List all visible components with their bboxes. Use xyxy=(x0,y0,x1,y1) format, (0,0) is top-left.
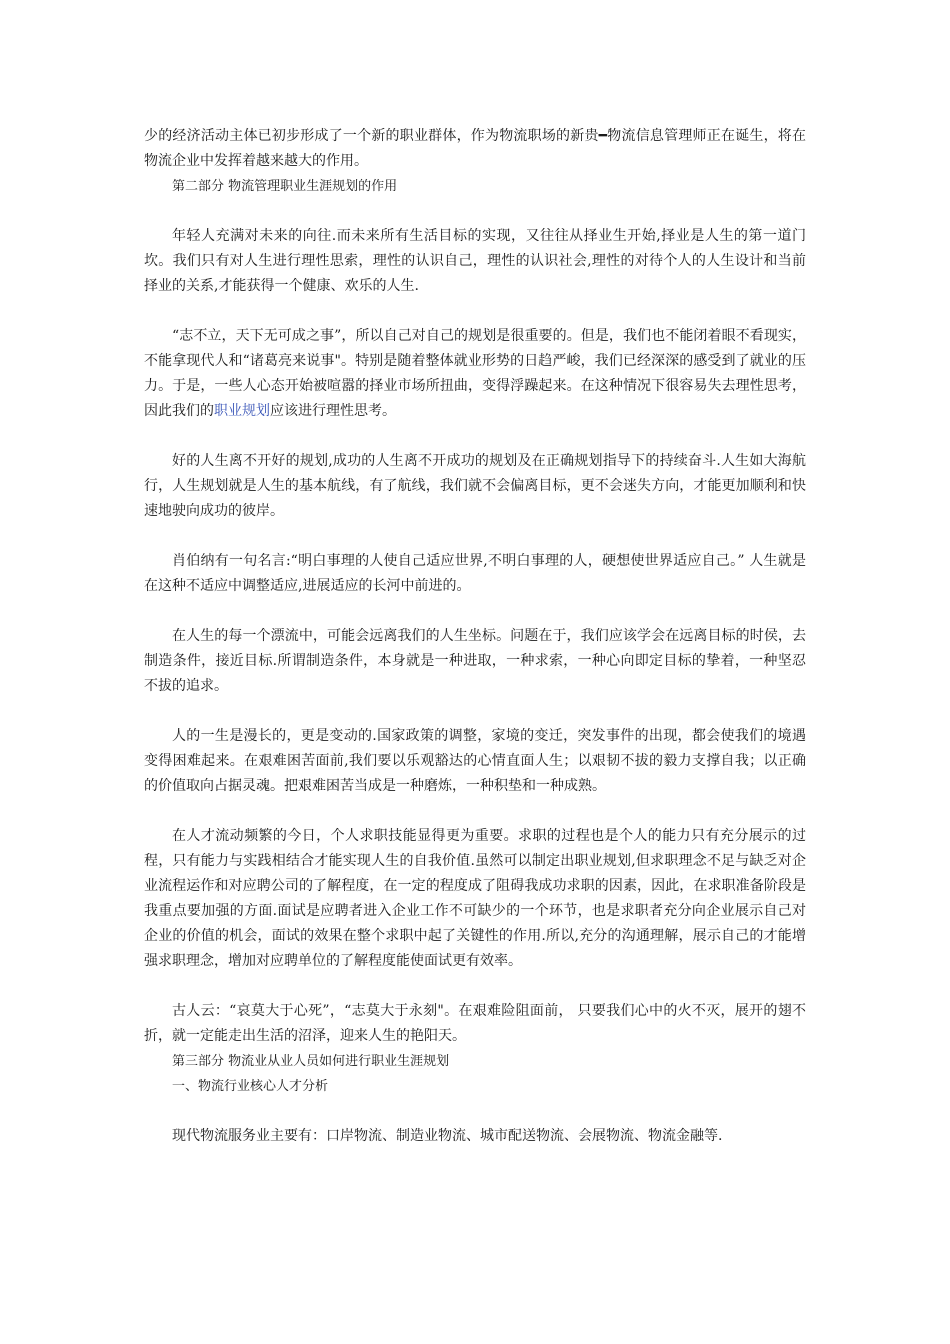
subsection-heading-core-talent: 一、物流行业核心人才分析 xyxy=(172,1079,329,1094)
paragraph-youth-future: 年轻人充满对未来的向往.而未来所有生活目标的实现，又往往从择业生开始,择业是人生的第一道门坎。我们只有对人生进行理性思索，理性的认识自己，理性的认识社会,理性的对待个人的人生设计和当前择业的关系,才能获得一个健康、欢乐的人生. xyxy=(144,228,806,294)
paragraph-ambition-text: “志不立，天下无可成之事”，所以自己对自己的规划是很重要的。但是，我们也不能闭着眼不看现实，不能拿现代人和“诸葛亮来说事"。特别是随着整体就业形势的日趋严峻，我们已经深深的感受到了就业的压力。于是，一些人心态开始被喧嚣的择业市场所扭曲，变得浮躁起来。在这种情况下很容易失去理性思考，因此我们的 xyxy=(144,328,806,419)
paragraph-ambition xyxy=(144,324,806,424)
paragraph-good-life-planning: 好的人生离不开好的规划,成功的人生离不开成功的规划及在正确规划指导下的持续奋斗.人生如大海航行，人生规划就是人生的基本航线，有了航线，我们就不会偏离目标，更不会迷失方向，才能更加顺利和快速地驶向成功的彼岸。 xyxy=(144,453,806,519)
paragraph-ancient-saying: 古人云：“哀莫大于心死”，“志莫大于永刻"。在艰难险阻面前， 只要我们心中的火不灭，展开的翅不折，就一定能走出生活的沼泽，迎来人生的艳阳天。 xyxy=(144,1003,806,1044)
document-page xyxy=(144,124,806,1149)
section-heading-part-three: 第三部分 物流业从业人员如何进行职业生涯规划 xyxy=(172,1054,450,1069)
paragraph-life-changes: 人的一生是漫长的，更是变动的.国家政策的调整，家境的变迁，突发事件的出现，都会使我们的境遇变得困难起来。在艰难困苦面前,我们要以乐观豁达的心情直面人生；以艰韧不拔的毅力支撑自我；以正确的价值取向占据灵魂。把艰难困苦当成是一种磨炼，一种积垫和一种成熟。 xyxy=(144,728,806,794)
paragraph-life-drift: 在人生的每一个漂流中，可能会远离我们的人生坐标。问题在于，我们应该学会在远离目标的时侯，去制造条件，接近目标.所谓制造条件，本身就是一种进取，一种求索，一种心向即定目标的挚着，一种坚忍不拔的追求。 xyxy=(144,628,806,694)
paragraph-intro-continuation: 少的经济活动主体已初步形成了一个新的职业群体，作为物流职场的新贵━物流信息管理师正在诞生，将在物流企业中发挥着越来越大的作用。 xyxy=(144,128,806,169)
paragraph-logistics-services: 现代物流服务业主要有：口岸物流、制造业物流、城市配送物流、会展物流、物流金融等. xyxy=(172,1128,723,1144)
paragraph-shaw-quote: 肖伯纳有一句名言:“明白事理的人使自己适应世界,不明白事理的人，硬想使世界适应自己。” 人生就是在这种不适应中调整适应,进展适应的长河中前进的。 xyxy=(144,553,806,594)
paragraph-job-seeking-skills: 在人才流动频繁的今日，个人求职技能显得更为重要。求职的过程也是个人的能力只有充分展示的过程，只有能力与实践相结合才能实现人生的自我价值.虽然可以制定出职业规划,但求职理念不足与缺乏对企业流程运作和对应聘公司的了解程度，在一定的程度成了阻碍我成功求职的因素，因此，在求职准备阶段是我重点要加强的方面.面试是应聘者进入企业工作不可缺少的一个环节，也是求职者充分向企业展示自己对企业的价值的机会，面试的效果在整个求职中起了关键性的作用.所以,充分的沟通理解，展示自己的才能增强求职理念，增加对应聘单位的了解程度能使面试更有效率。 xyxy=(144,828,806,969)
paragraph-ambition-tail: 应该进行理性思考。 xyxy=(270,403,396,419)
career-planning-link[interactable]: 职业规划 xyxy=(214,403,270,419)
section-heading-part-two: 第二部分 物流管理职业生涯规划的作用 xyxy=(172,179,398,194)
